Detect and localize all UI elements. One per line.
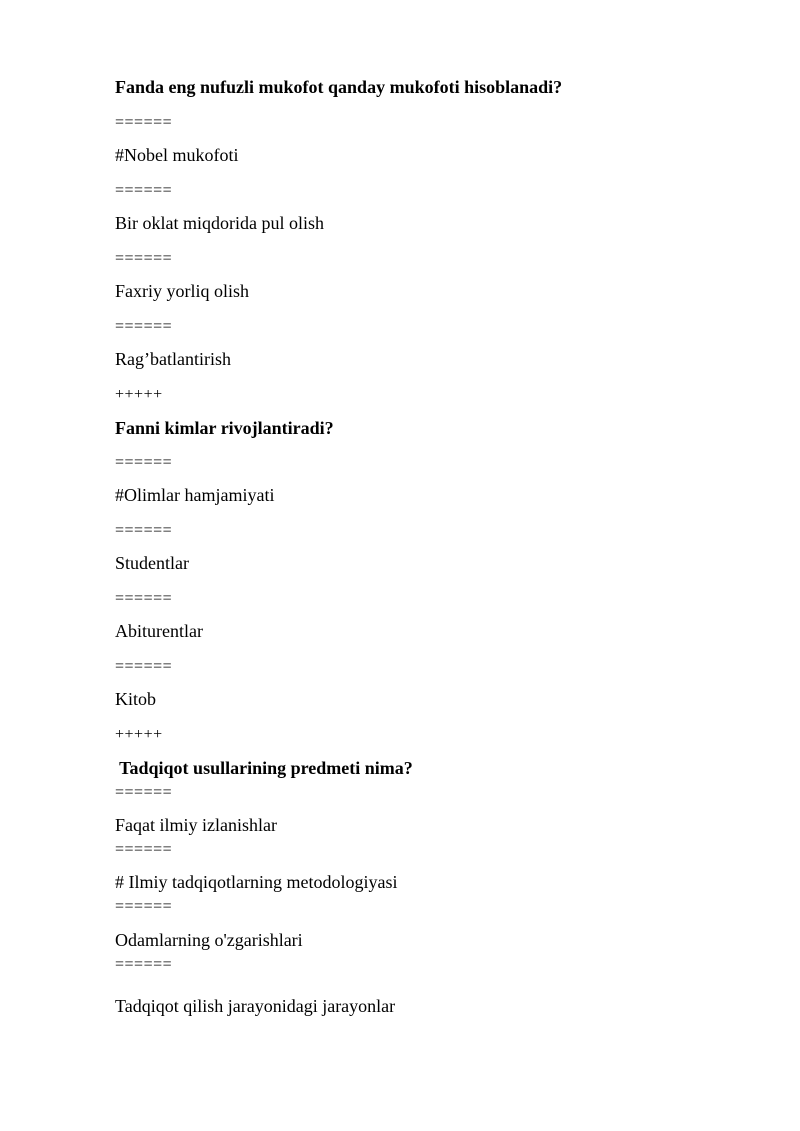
separator: ======	[115, 182, 173, 199]
separator: ======	[115, 454, 173, 471]
separator: ======	[115, 590, 173, 607]
separator: ======	[115, 250, 173, 267]
answer-option: Bir oklat miqdorida pul olish	[115, 213, 324, 233]
separator: ======	[115, 318, 173, 335]
question-title: Fanda eng nufuzli mukofot qanday mukofoti hisoblanadi?	[115, 77, 563, 97]
answer-option: Tadqiqot qilish jarayonidagi jarayonlar	[115, 996, 396, 1016]
separator: ======	[115, 522, 173, 539]
answer-option: Faxriy yorliq olish	[115, 281, 249, 301]
answer-option: Kitob	[115, 689, 157, 709]
question-end-marker: +++++	[115, 386, 163, 403]
answer-option: Abiturentlar	[115, 621, 203, 641]
separator: ======	[115, 784, 173, 801]
answer-option: #Nobel mukofoti	[115, 145, 239, 165]
separator: ======	[115, 658, 173, 675]
separator: ======	[115, 898, 173, 915]
separator: ======	[115, 956, 173, 973]
question-end-marker: +++++	[115, 726, 163, 743]
separator: ======	[115, 114, 173, 131]
question-title: Tadqiqot usullarining predmeti nima?	[115, 758, 413, 778]
answer-option: Studentlar	[115, 553, 189, 573]
question-title: Fanni kimlar rivojlantiradi?	[115, 418, 334, 438]
answer-option: Faqat ilmiy izlanishlar	[115, 815, 277, 835]
separator: ======	[115, 841, 173, 858]
answer-option: #Olimlar hamjamiyati	[115, 485, 275, 505]
answer-option: Rag’batlantirish	[115, 349, 231, 369]
answer-option: # Ilmiy tadqiqotlarning metodologiyasi	[115, 872, 398, 892]
answer-option: Odamlarning o'zgarishlari	[115, 930, 303, 950]
